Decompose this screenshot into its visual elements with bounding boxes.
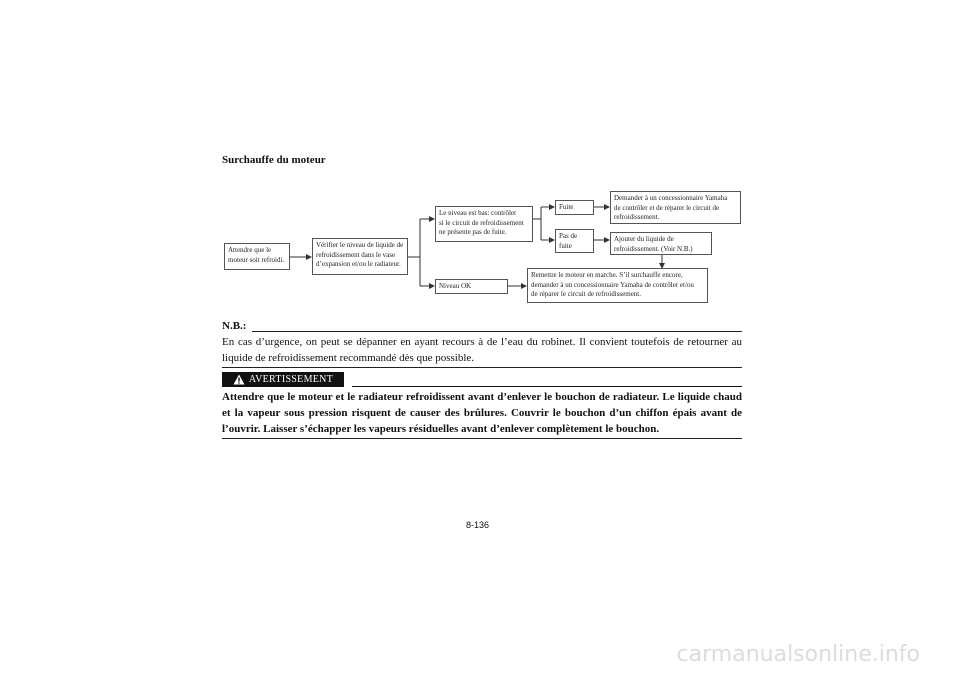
warning-text: Attendre que le moteur et le radiateur refroidissent avant d’enlever le bouchon de radiateur. Le liquide chaud et la vapeur sous pression risquent de causer des brûlures. Couvrir le bouchon d’un chiffon épais avant de l’ouvrir. Laisser s’échapper les vapeurs résiduelles avant d’enlever complètement le bouchon. [222,391,742,435]
flow-step-level-ok: Niveau OK [435,279,508,294]
warning-label: AVERTISSEMENT [248,374,334,385]
note-heading: N.B.: [222,320,247,332]
note-text: En cas d’urgence, on peut se dépanner en ayant recours à de l’eau du robinet. Il convient toutefois de retourner au liquide de refroidissement recommandé dès que possible. [222,336,742,364]
flow-step-check: Vérifier le niveau de liquide de refroidissement dans le vase d’expansion et/ou le radiateur. [312,238,408,275]
watermark: carmanualsonline.info [676,642,920,667]
note-rule [252,331,742,332]
warning-rule [352,386,742,387]
flow-step-restart: Remettre le moteur en marche. S’il surchauffe encore, demander à un concessionnaire Yamaha de contrôler et/ou de réparer le circuit de refroidissement. [527,268,708,303]
flow-step-wait: Attendre que le moteur soit refroidi. [224,243,290,270]
flow-step-leak-action: Demander à un concessionnaire Yamaha de contrôler et de réparer le circuit de refroidissement. [610,191,741,224]
flow-step-add-coolant: Ajouter du liquide de refroidissement. (Voir N.B.) [610,232,712,255]
note-bottom-rule [222,367,742,368]
flow-step-no-leak: Pas de fuite [555,229,594,253]
flow-step-leak: Fuite [555,200,594,215]
page-number: 8-136 [466,520,490,530]
warning-badge [222,372,344,387]
warning-triangle-icon [233,374,245,385]
flow-step-level-low: Le niveau est bas: contrôler si le circuit de refroidissement ne présente pas de fuite. [435,206,533,242]
section-title: Surchauffe du moteur [222,154,326,166]
warning-bottom-rule [222,438,742,439]
